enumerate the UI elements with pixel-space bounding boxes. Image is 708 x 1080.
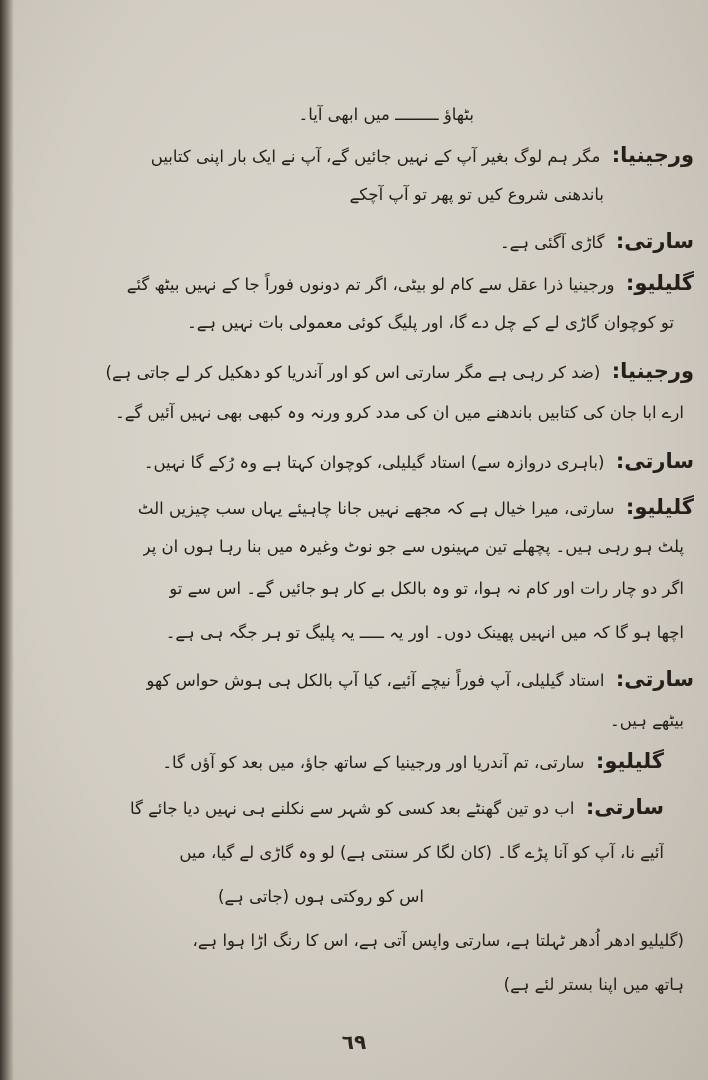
text-line: ارے ابا جان کی کتابیں باندھنے میں ان کی مدد کرو ورنہ وہ کبھی بھی نہیں آئیں گے۔: [115, 403, 684, 422]
dialogue-line: گلیلیو: سارتی، تم آندریا اور ورجینیا کے ساتھ جاؤ، میں بعد کو آؤں گا۔: [162, 749, 664, 773]
dialogue-line: ورجینیا: مگر ہم لوگ بغیر آپ کے نہیں جائیں گے، آپ نے ایک بار اپنی کتابیں: [150, 143, 694, 167]
dialogue-line: سارتی: گاڑی آگئی ہے۔: [500, 229, 694, 253]
speaker-label: سارتی:: [615, 229, 694, 253]
dialogue-line: ورجینیا: (ضد کر رہی ہے مگر سارتی اس کو اور آندریا کو دھکیل کر لے جاتی ہے): [105, 359, 694, 383]
dialogue-line: گلیلیو: ورجینیا ذرا عقل سے کام لو بیٹی، اگر تم دونوں فوراً جا کے نہیں بیٹھ گئے: [126, 271, 694, 295]
page-number: ٦٩: [341, 1030, 367, 1054]
speaker-label: ورجینیا:: [611, 359, 694, 383]
stage-direction-line: (گلیلیو ادھر اُدھر ٹہلتا ہے، سارتی واپس آتی ہے، اس کا رنگ اڑا ہوا ہے،: [192, 931, 684, 950]
speaker-label: گلیلیو:: [595, 749, 664, 773]
dialogue-line: سارتی: (باہری دروازہ سے) استاد گیلیلی، کوچوان کہتا ہے وہ رُکے گا نہیں۔: [143, 449, 694, 473]
speaker-label: گلیلیو:: [625, 271, 694, 295]
dialogue-line: گلیلیو: سارتی، میرا خیال ہے کہ مجھے نہیں جانا چاہیئے یہاں سب چیزیں الٹ: [137, 495, 694, 519]
dialogue-line: سارتی: استاد گیلیلی، آپ فوراً نیچے آئیے، کیا آپ بالکل ہی ہوش حواس کھو: [146, 667, 694, 691]
dialogue-line: سارتی: اب دو تین گھنٹے بعد کسی کو شہر سے نکلنے ہی نہیں دیا جائے گا: [129, 795, 664, 819]
stage-direction-line: ہاتھ میں اپنا بستر لئے ہے): [503, 975, 684, 994]
text-line: بیٹھے ہیں۔: [610, 711, 684, 730]
text-line: بٹھاؤ ـــــــــ میں ابھی آیا۔: [298, 105, 474, 124]
speaker-label: ورجینیا:: [611, 143, 694, 167]
text-line: باندھنی شروع کیں تو پھر تو آپ آچکے: [349, 185, 604, 204]
speaker-label: سارتی:: [585, 795, 664, 819]
text-line: آئیے نا، آپ کو آنا پڑے گا۔ (کان لگا کر سنتی ہے) لو وہ گاڑی لے گیا، میں: [179, 843, 664, 862]
text-line: اگر دو چار رات اور کام نہ ہوا، تو وہ بالکل بے کار ہو جائیں گے۔ اس سے تو: [169, 579, 684, 598]
speaker-label: گلیلیو:: [625, 495, 694, 519]
text-line: اچھا ہو گا کہ میں انہیں پھینک دوں۔ اور یہ ـــــ یہ پلیگ تو ہر جگہ ہی ہے۔: [165, 623, 684, 642]
page-binding-edge: [0, 0, 14, 1080]
text-line: پلٹ ہو رہی ہیں۔ پچھلے تین مہینوں سے جو نوٹ وغیرہ میں بنا رہا ہوں ان پر: [142, 537, 684, 556]
speaker-label: سارتی:: [615, 449, 694, 473]
text-line: تو کوچوان گاڑی لے کے چل دے گا، اور پلیگ کوئی معمولی بات نہیں ہے۔: [187, 313, 674, 332]
text-line: اس کو روکتی ہوں (جاتی ہے): [218, 887, 424, 906]
speaker-label: سارتی:: [615, 667, 694, 691]
